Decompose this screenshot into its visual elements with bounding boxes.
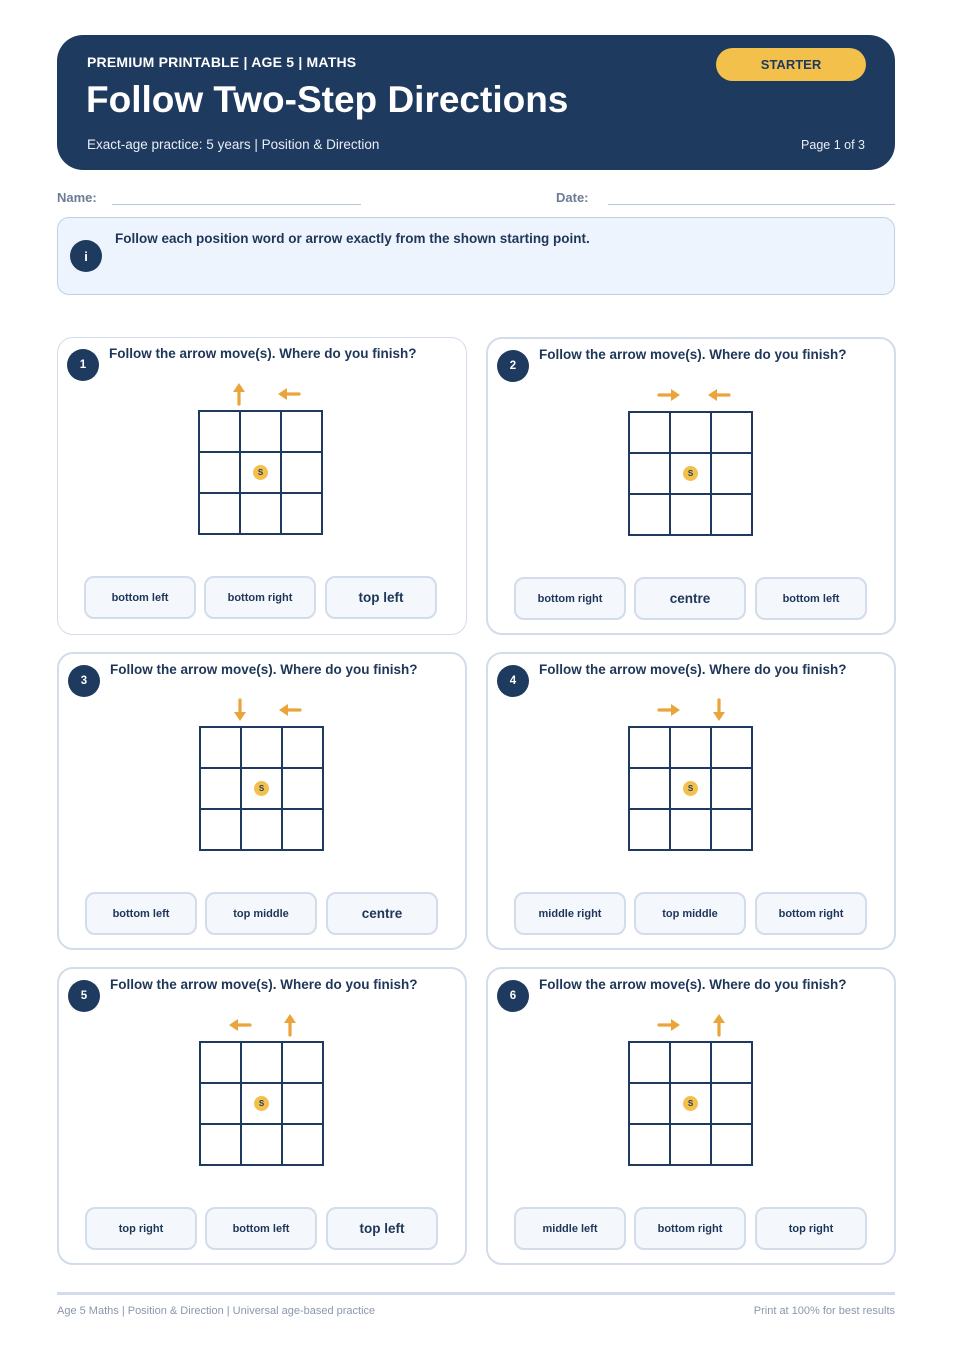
info-icon: i: [70, 240, 102, 272]
answer-option[interactable]: centre: [634, 577, 746, 620]
grid-cell: [199, 452, 240, 493]
answer-option[interactable]: bottom right: [204, 576, 316, 619]
grid-cell: [241, 768, 282, 809]
arrow-down-icon: [224, 694, 256, 726]
position-grid: [628, 1041, 753, 1166]
answer-option[interactable]: bottom right: [514, 577, 626, 620]
grid-cell: [199, 411, 240, 452]
grid-cell: [241, 1042, 282, 1083]
direction-arrows: [653, 1009, 733, 1041]
grid-cell: [670, 1124, 711, 1165]
question-number: 1: [67, 349, 99, 381]
grid-cell: [240, 411, 281, 452]
direction-arrows: [224, 1009, 304, 1041]
direction-arrows: [224, 694, 304, 726]
answer-option[interactable]: middle right: [514, 892, 626, 935]
start-marker: S: [253, 465, 268, 480]
question-prompt: Follow the arrow move(s). Where do you finish?: [539, 347, 847, 362]
arrow-down-icon: [703, 694, 735, 726]
grid-cell: [711, 768, 752, 809]
start-marker: S: [683, 466, 698, 481]
question-prompt: Follow the arrow move(s). Where do you finish?: [539, 662, 847, 677]
header-subtitle: Exact-age practice: 5 years | Position & Direction: [87, 137, 380, 152]
date-label: Date:: [556, 190, 589, 205]
grid-cell: [629, 727, 670, 768]
question-card: [486, 337, 896, 635]
footer-left-text: Age 5 Maths | Position & Direction | Universal age-based practice: [57, 1305, 376, 1317]
page-title: Follow Two-Step Directions: [86, 79, 569, 120]
question-number: 3: [68, 665, 100, 697]
direction-arrows: [653, 379, 733, 411]
grid-cell: [629, 768, 670, 809]
grid-cell: [711, 1083, 752, 1124]
start-marker: S: [254, 1096, 269, 1111]
question-number: 4: [497, 665, 529, 697]
answer-options: [514, 892, 870, 936]
question-prompt: Follow the arrow move(s). Where do you finish?: [110, 977, 418, 992]
grid-cell: [281, 411, 322, 452]
answer-option[interactable]: top right: [755, 1207, 867, 1250]
arrow-right-icon: [653, 694, 685, 726]
question-prompt: Follow the arrow move(s). Where do you finish?: [109, 346, 417, 361]
grid-cell: [282, 1083, 323, 1124]
grid-cell: [629, 494, 670, 535]
grid-cell: [282, 1042, 323, 1083]
footer-right-text: Print at 100% for best results: [753, 1305, 895, 1317]
grid-cell: [711, 494, 752, 535]
grid-cell: [241, 1124, 282, 1165]
grid-cell: [282, 1124, 323, 1165]
grid-cell: [711, 1124, 752, 1165]
answer-option[interactable]: top middle: [205, 892, 317, 935]
arrow-left-icon: [703, 379, 735, 411]
start-marker: S: [254, 781, 269, 796]
header-kicker: PREMIUM PRINTABLE | AGE 5 | MATHS: [87, 54, 357, 70]
answer-option[interactable]: bottom right: [634, 1207, 746, 1250]
instruction-text: Follow each position word or arrow exactly from the shown starting point.: [115, 231, 590, 246]
grid-cell: [670, 453, 711, 494]
position-grid: [199, 726, 324, 851]
direction-arrows: [223, 378, 303, 410]
answer-option[interactable]: bottom left: [755, 577, 867, 620]
start-marker: S: [683, 781, 698, 796]
grid-cell: [200, 1124, 241, 1165]
arrow-right-icon: [653, 379, 685, 411]
arrow-left-icon: [274, 694, 306, 726]
question-card: [57, 337, 467, 635]
grid-cell: [670, 768, 711, 809]
grid-cell: [670, 412, 711, 453]
grid-cell: [200, 1042, 241, 1083]
position-grid: [198, 410, 323, 535]
grid-cell: [281, 452, 322, 493]
answer-option[interactable]: bottom left: [85, 892, 197, 935]
grid-cell: [629, 412, 670, 453]
arrow-up-icon: [274, 1009, 306, 1041]
direction-arrows: [653, 694, 733, 726]
question-prompt: Follow the arrow move(s). Where do you finish?: [110, 662, 418, 677]
question-card: [486, 652, 896, 950]
instruction-box: [57, 217, 895, 295]
position-grid: [199, 1041, 324, 1166]
grid-cell: [282, 768, 323, 809]
answer-option[interactable]: top left: [326, 1207, 438, 1250]
question-number: 2: [497, 350, 529, 382]
arrow-up-icon: [703, 1009, 735, 1041]
answer-option[interactable]: centre: [326, 892, 438, 935]
grid-cell: [282, 809, 323, 850]
arrow-left-icon: [273, 378, 305, 410]
answer-option[interactable]: middle left: [514, 1207, 626, 1250]
grid-cell: [282, 727, 323, 768]
grid-cell: [241, 727, 282, 768]
question-number: 5: [68, 980, 100, 1012]
arrow-right-icon: [653, 1009, 685, 1041]
grid-cell: [629, 1124, 670, 1165]
name-label: Name:: [57, 190, 97, 205]
question-card: [486, 967, 896, 1265]
grid-cell: [200, 1083, 241, 1124]
grid-cell: [240, 493, 281, 534]
grid-cell: [711, 1042, 752, 1083]
grid-cell: [241, 1083, 282, 1124]
arrow-up-icon: [223, 378, 255, 410]
name-line[interactable]: [112, 204, 361, 205]
answer-option[interactable]: bottom left: [84, 576, 196, 619]
question-prompt: Follow the arrow move(s). Where do you finish?: [539, 977, 847, 992]
position-grid: [628, 726, 753, 851]
date-line[interactable]: [608, 204, 895, 205]
answer-option[interactable]: top right: [85, 1207, 197, 1250]
grid-cell: [670, 494, 711, 535]
start-marker: S: [683, 1096, 698, 1111]
answer-option[interactable]: top middle: [634, 892, 746, 935]
grid-cell: [281, 493, 322, 534]
grid-cell: [200, 768, 241, 809]
grid-cell: [711, 453, 752, 494]
answer-options: [85, 892, 441, 936]
grid-cell: [629, 1042, 670, 1083]
grid-cell: [200, 809, 241, 850]
grid-cell: [670, 727, 711, 768]
grid-cell: [629, 1083, 670, 1124]
grid-cell: [199, 493, 240, 534]
level-badge: STARTER: [716, 48, 866, 81]
answer-options: [514, 577, 870, 621]
grid-cell: [711, 809, 752, 850]
position-grid: [628, 411, 753, 536]
answer-option[interactable]: top left: [325, 576, 437, 619]
grid-cell: [670, 1083, 711, 1124]
question-number: 6: [497, 980, 529, 1012]
answer-options: [84, 576, 440, 620]
arrow-left-icon: [224, 1009, 256, 1041]
grid-cell: [240, 452, 281, 493]
question-card: [57, 967, 467, 1265]
grid-cell: [200, 727, 241, 768]
grid-cell: [670, 809, 711, 850]
answer-option[interactable]: bottom left: [205, 1207, 317, 1250]
answer-option[interactable]: bottom right: [755, 892, 867, 935]
grid-cell: [670, 1042, 711, 1083]
worksheet-header: [57, 35, 895, 170]
grid-cell: [629, 809, 670, 850]
footer-divider: [57, 1292, 895, 1295]
grid-cell: [711, 727, 752, 768]
grid-cell: [241, 809, 282, 850]
grid-cell: [711, 412, 752, 453]
answer-options: [514, 1207, 870, 1251]
grid-cell: [629, 453, 670, 494]
answer-options: [85, 1207, 441, 1251]
page-indicator: Page 1 of 3: [801, 138, 865, 152]
question-card: [57, 652, 467, 950]
